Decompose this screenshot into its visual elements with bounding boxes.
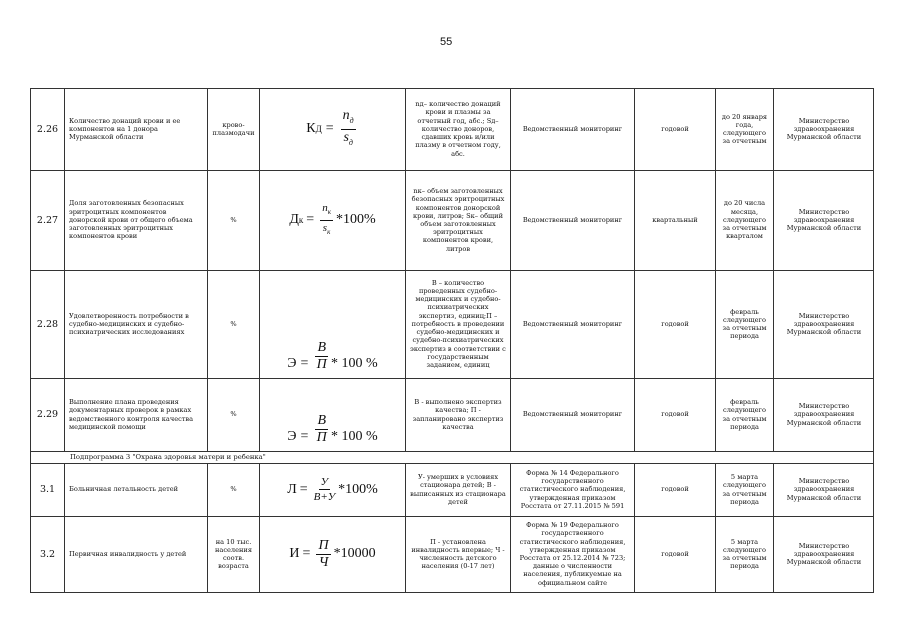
indicator-unit: крово-плазмодачи (207, 88, 259, 170)
formula-numerator: n (342, 107, 350, 123)
formula-lhs: Э (287, 356, 297, 371)
indicator-unit: % (207, 270, 259, 378)
indicator-name: Выполнение плана проведения документарных проверок в рамках ведомственного контроля качества медицинской помощи (64, 378, 207, 451)
table-row (30, 463, 874, 516)
formula-fraction (341, 109, 356, 150)
periodicity: годовой (634, 270, 715, 378)
data-source: Ведомственный мониторинг (510, 170, 634, 270)
indicator-definition: У- умерших в условиях стационара детей; В - выписанных из стационара детей (405, 463, 510, 516)
formula-tail: *100% (335, 212, 376, 227)
indicator-formula: Э = $\frac{В}{П}$ * 100 % (259, 378, 405, 451)
responsible: Министерство здравоохранения Мурманской области (773, 516, 874, 592)
table-row (30, 88, 874, 170)
indicator-name: Больничная летальность детей (64, 463, 207, 516)
formula-fraction (315, 414, 328, 445)
formula-fraction (315, 341, 328, 372)
formula-denominator: П (316, 430, 327, 445)
formula-tail: * 100 % (331, 429, 378, 444)
table-row (30, 170, 874, 270)
formula-fraction (314, 476, 336, 503)
formula-denominator: s (343, 129, 349, 145)
indicator-unit: % (207, 463, 259, 516)
indicator-definition: В – количество проведенных судебно-медицинских и судебно-психиатрических экспертиз, единиц;П – потребность в проведении судебно-медицинских и судебно-психиатрических экспертиз в соответствии с государственным заданием, единиц (405, 270, 510, 378)
periodicity: годовой (634, 463, 715, 516)
indicator-name: Первичная инвалидность у детей (64, 516, 207, 592)
indicator-formula: Л = $\frac{У}{В+У}$ *100% (259, 463, 405, 516)
formula-fraction (316, 539, 330, 570)
indicator-formula: Д к = $\frac{n_к}{s_к}$ *100% (259, 170, 405, 270)
formula-lhs: Л (287, 481, 297, 497)
subprogram-number-cell (30, 451, 64, 463)
formula-fraction (320, 202, 333, 237)
table-row (30, 270, 874, 378)
responsible: Министерство здравоохранения Мурманской области (773, 378, 874, 451)
periodicity: годовой (634, 88, 715, 170)
indicator-formula: И = $\frac{П}{Ч}$ *10000 (259, 516, 405, 592)
indicator-name: Доля заготовленных безопасных эритроцитных компонентов донорской крови от общего объема заготовленных эритроцитных компонентов крови (64, 170, 207, 270)
deadline: 5 марта следующего за отчетным периода (715, 516, 773, 592)
formula-numerator-sub: к (327, 208, 331, 217)
formula-lhs-sub: Д (315, 124, 322, 134)
indicator-formula: Э = $\frac{В}{П}$ * 100 % (259, 270, 405, 378)
formula-numerator-sub: д (349, 115, 354, 125)
data-source: Форма № 14 Федерального государственного статистического наблюдения, утвержденная приказом Росстата от 27.11.2015 № 591 (510, 463, 634, 516)
formula-denominator: Ч (318, 554, 329, 570)
deadline: февраль следующего за отчетным периода (715, 378, 773, 451)
subprogram-title: Подпрограмма 3 "Охрана здоровья матери и ребенка" (70, 453, 266, 461)
indicator-definition: П - установлена инвалидность впервые; Ч - численность детского населения (0-17 лет) (405, 516, 510, 592)
row-number: 3.2 (30, 516, 64, 592)
responsible: Министерство здравоохранения Мурманской области (773, 270, 874, 378)
formula-lhs: К (306, 121, 316, 136)
formula-denominator-sub: к (327, 227, 331, 236)
responsible: Министерство здравоохранения Мурманской области (773, 88, 874, 170)
formula-lhs: Д (289, 212, 299, 227)
formula-lhs-sub: к (298, 215, 304, 225)
row-number: 2.28 (30, 270, 64, 378)
formula-numerator: В (317, 413, 327, 428)
data-source: Ведомственный мониторинг (510, 270, 634, 378)
deadline: 5 марта следующего за отчетным периода (715, 463, 773, 516)
indicator-table (30, 88, 874, 592)
formula-numerator: П (318, 537, 329, 553)
formula-denominator: П (316, 357, 327, 372)
indicator-name: Количество донаций крови и ее компонентов на 1 донора Мурманской области (64, 88, 207, 170)
subprogram-header (30, 451, 874, 463)
row-number: 2.29 (30, 378, 64, 451)
periodicity: квартальный (634, 170, 715, 270)
periodicity: годовой (634, 378, 715, 451)
indicator-unit: % (207, 170, 259, 270)
indicator-formula: К Д = $\frac{n_д}{s_д}$ (259, 88, 405, 170)
formula-lhs: Э (287, 429, 297, 444)
indicator-name: Удовлетворенность потребности в судебно-медицинских и судебно-психиатрических исследованиях (64, 270, 207, 378)
formula-lhs: И (289, 546, 300, 561)
formula-numerator: n (322, 202, 328, 215)
formula-tail: *100% (338, 481, 378, 497)
row-number: 3.1 (30, 463, 64, 516)
table-row (30, 378, 874, 451)
indicator-definition: nд– количество донаций крови и плазмы за отчетный год, абс.; Sд– количество доноров, сдавших кровь и/или плазму в отчетном году, абс. (405, 88, 510, 170)
page-number: 55 (440, 36, 453, 48)
indicator-unit: на 10 тыс. населения соотв. возраста (207, 516, 259, 592)
formula-denominator-sub: д (348, 137, 353, 147)
indicator-definition: В - выполнено экспертиз качества; П - запланировано экспертиз качества (405, 378, 510, 451)
formula-denominator: s (322, 221, 328, 234)
table-rule (30, 592, 874, 593)
formula-tail: *10000 (333, 546, 376, 561)
data-source: Форма № 19 Федерального государственного статистического наблюдения, утвержденная приказом Росстата от 25.12.2014 № 723; данные о численности населения, публикуемые на официальном сайте (510, 516, 634, 592)
indicator-unit: % (207, 378, 259, 451)
data-source: Ведомственный мониторинг (510, 88, 634, 170)
formula-numerator: В (317, 340, 327, 355)
formula-numerator: У (320, 476, 329, 488)
deadline: февраль следующего за отчетным периода (715, 270, 773, 378)
deadline: до 20 января года, следующего за отчетным (715, 88, 773, 170)
periodicity: годовой (634, 516, 715, 592)
formula-tail: * 100 % (331, 356, 378, 371)
formula-denominator: В+У (313, 491, 336, 503)
indicator-definition: nк– объем заготовленных безопасных эритроцитных компонентов донорской крови, литров; Sк– общий объем заготовленных эритроцитных компонентов крови, литров (405, 170, 510, 270)
responsible: Министерство здравоохранения Мурманской области (773, 463, 874, 516)
data-source: Ведомственный мониторинг (510, 378, 634, 451)
table-row (30, 516, 874, 592)
deadline: до 20 числа месяца, следующего за отчетным кварталом (715, 170, 773, 270)
row-number: 2.27 (30, 170, 64, 270)
row-number: 2.26 (30, 88, 64, 170)
responsible: Министерство здравоохранения Мурманской области (773, 170, 874, 270)
